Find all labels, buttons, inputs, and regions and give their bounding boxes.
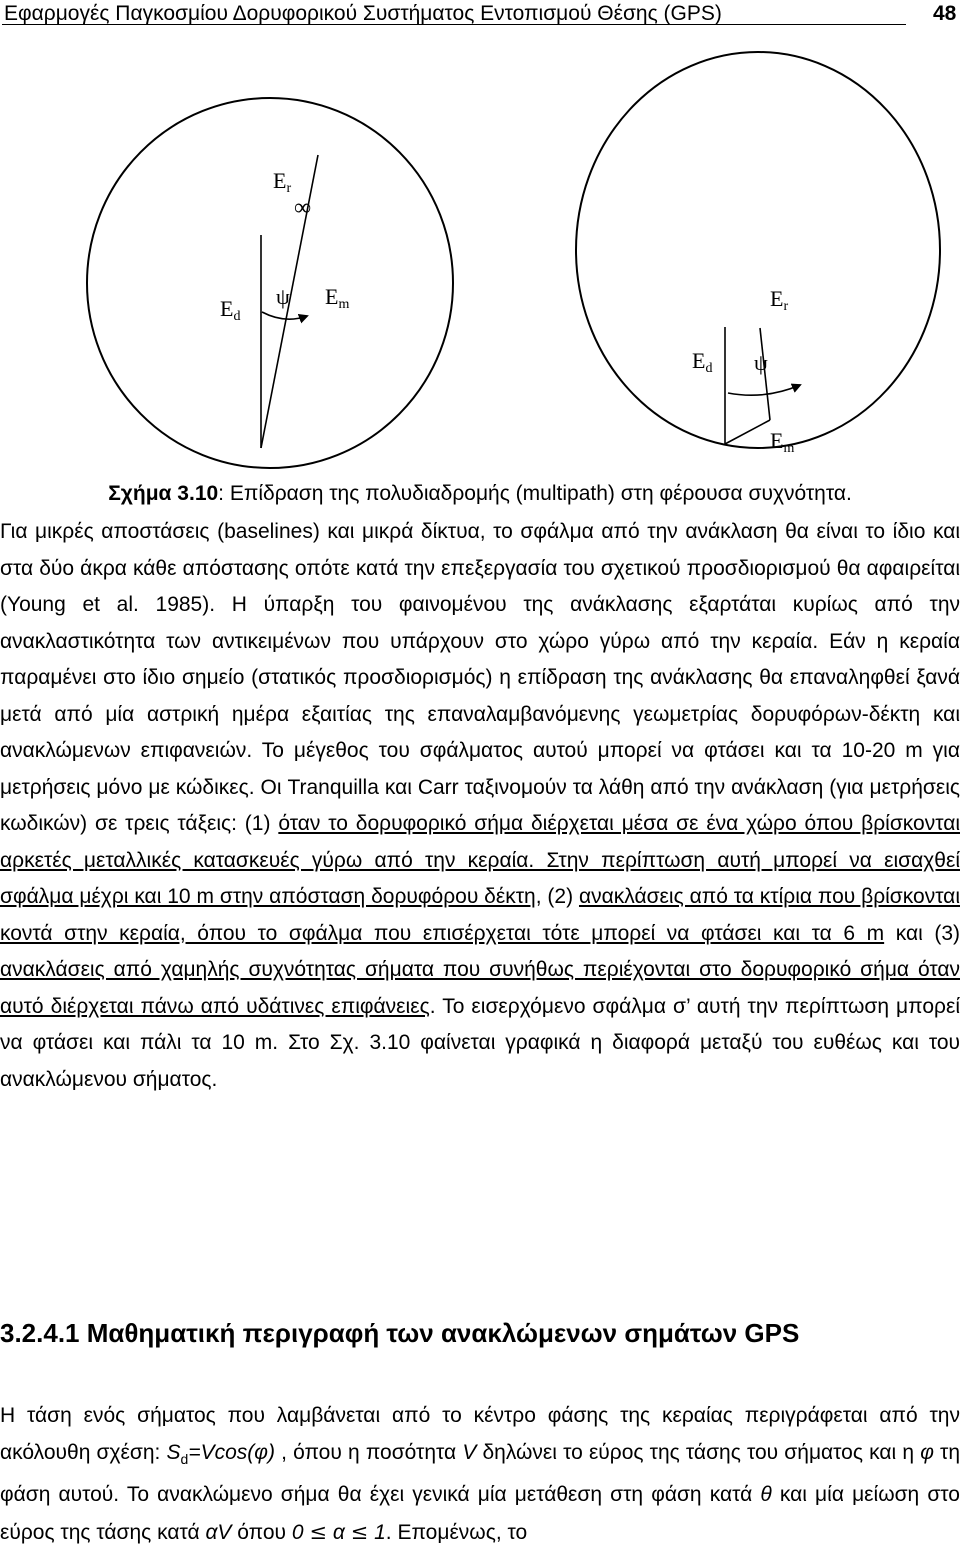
left-angle-arc [262,312,307,319]
multipath-figure [0,40,960,480]
p2-text-4: τη φάση αυτού. Το ανακλώμενο σήμα θα έχει γενικά μία μετάθεση στη φάση κατά [0,1440,960,1507]
caption-label: Σχήμα 3.10 [108,482,219,505]
p1-underline-2: ανακλάσεις από τα κτίρια που βρίσκονται κοντά στην κεραία, όπου το σφάλμα που επισέρχεται τότε μπορεί να φτάσει και τα 6 m [0,885,960,945]
p1-text-1: Για μικρές αποστάσεις (baselines) και μικρά δίκτυα, το σφάλμα από την ανάκλαση θα είναι το ίδιο και στα δύο άκρα κάθε απόστασης οπότε κατά την επεξεργασία του σχετικού προσδιορισμού θα αφαιρείται (Young et al. 1985). Η ύπαρξη του φαινομένου της ανάκλασης εξαρτάται κυρίως από την ανακλαστικότητα των αντικειμένων που υπάρχουν στο χώρο γύρω από την κεραία. Εάν η κεραία παραμένει στο ίδιο σημείο (στατικός προσδιορισμός) η επίδραση της ανάκλασης θα επαναληφθεί ξανά μετά από μία αστρική ημέρα εξαιτίας της επαναλαμβανόμενης γεωμετρίας δορυφόρων-δέκτη και ανακλώμενων επιφανειών. Το μέγεθος του σφάλματος αυτού μπορεί να φτάσει και τα 10-20 m για μετρήσεις μόνο με κώδικες. Οι Tranquilla και Carr ταξινομούν τα λάθη από την ανάκλαση (για μετρήσεις κωδικών) σε τρεις τάξεις: (1) [0,520,960,835]
p1-text-2: , (2) [535,885,579,908]
right-psi-label: ψ [754,350,768,375]
figure-caption [0,482,960,506]
symbol-theta: θ [760,1483,772,1507]
left-psi-label: ψ [276,284,290,309]
p1-text-4: . Το εισερχόμενο σφάλμα σ’ αυτή την περίπτωση μπορεί να φτάσει και πάλι τα 10 m. Στο Σχ. 3.10 φαίνεται γραφικά η διαφορά μεταξύ του ευθέως και του ανακλώμενου σήματος. [0,994,960,1091]
symbol-av: αV [205,1520,232,1544]
left-er-label: Er [273,168,292,196]
right-er-label: Er [770,286,789,314]
eq-rest: =Vcos(φ) [188,1440,275,1464]
p1-text-3: και (3) [884,921,960,945]
symbol-le-1: ≤ [309,1519,327,1544]
left-em-label: Em [325,284,350,312]
symbol-phi: φ [920,1440,934,1464]
left-ed-label: Ed [220,296,241,324]
p2-text-5: και μία μείωση στο εύρος της τάσης κατά [0,1483,960,1544]
page-header [0,0,960,40]
paragraph-math [0,1398,960,1551]
p2-text-1: Η τάση ενός σήματος που λαμβάνεται από το κέντρο φάσης της κεραίας περιγράφεται από την ακόλουθη σχέση: [0,1404,960,1464]
right-reflected-signal [725,420,770,444]
caption-text: : Επίδραση της πολυδιαδρομής (multipath) στη φέρουσα συχνότητα. [218,482,852,505]
section-title: 3.2.4.1 Μαθηματική περιγραφή των ανακλώμενων σημάτων GPS [0,1318,800,1348]
left-circle [87,98,453,468]
symbol-alpha: α [332,1520,345,1544]
infinity-icon: ∞ [294,195,312,221]
right-angle-arc [728,385,800,395]
eq-sub: d [180,1450,189,1467]
header-rule [2,24,906,25]
p2-text-2: , όπου η ποσότητα [274,1440,463,1464]
right-ed-label: Ed [692,348,713,376]
p2-text-3: δηλώνει το εύρος της τάσης του σήματος και η [476,1440,921,1464]
p2-text-6: όπου [231,1520,292,1544]
eq-s: S [166,1440,181,1464]
paragraph-multipath [0,514,960,1098]
page-number: 48 [933,2,957,25]
symbol-v: V [462,1440,477,1464]
p2-text-7: . Επομένως, το [385,1520,528,1544]
symbol-le-2: ≤ [350,1519,369,1544]
header-title: Εφαρμογές Παγκοσμίου Δορυφορικού Συστήματος Εντοπισμού Θέσης (GPS) [4,2,722,25]
right-em-label: Em [770,428,795,456]
p1-underline-1: όταν το δορυφορικό σήμα διέρχεται μέσα σε ένα χώρο όπου βρίσκονται αρκετές μεταλλικές κατασκευές γύρω από την κεραία. Στην περίπτωση αυτή μπορεί να εισαχθεί σφάλμα μέχρι και 10 m στην απόσταση δορυφόρου δέκτη [0,812,960,908]
p1-underline-3: ανακλάσεις από χαμηλής συχνότητας σήματα που συνήθως περιέχονται στο δορυφορικό σήμα όταν αυτό διέρχεται πάνω από υδάτινες επιφάνειες [0,958,960,1018]
right-circle [576,52,940,448]
symbol-zero: 0 [291,1520,304,1544]
symbol-one: 1 [374,1520,386,1544]
